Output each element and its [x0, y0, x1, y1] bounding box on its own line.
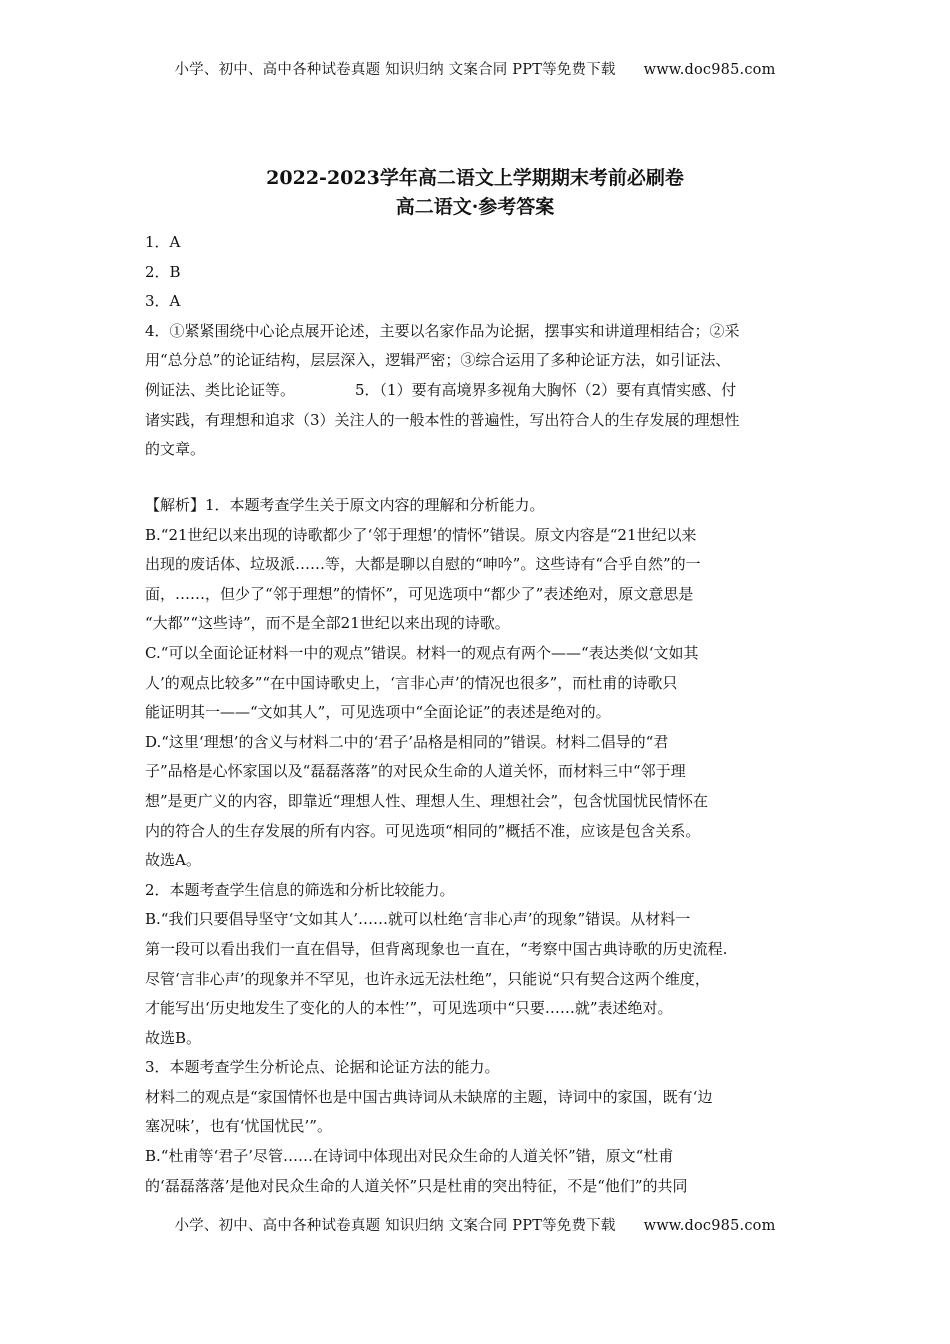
- footer-site-link[interactable]: www.doc985.com: [643, 1218, 776, 1234]
- answer-list: [145, 228, 811, 465]
- analysis-line: 人’的观点比较多”“在中国诗歌史上，‘言非心声’的情况也很多”，而杜甫的诗歌只: [145, 673, 678, 692]
- footer-text: 小学、初中、高中各种试卷真题 知识归纳 文案合同 PPT等免费下载: [174, 1218, 616, 1234]
- analysis-line: D.“这里‘理想’的含义与材料二中的‘君子’品格是相同的”错误。材料二倡导的“君: [145, 732, 669, 751]
- analysis-line: 故选A。: [145, 851, 201, 870]
- answer-5-line: 的文章。: [145, 440, 206, 459]
- analysis-line: 能证明其一——“文如其人”，可见选项中“全面论证”的表述是绝对的。: [145, 703, 611, 722]
- analysis-section: [145, 491, 811, 1201]
- analysis-line: B.“我们只要倡导坚守‘文如其人’……就可以杜绝‘言非心声’的现象”错误。从材料一: [145, 910, 691, 929]
- analysis-line: B.“杜甫等‘君子’尽管……在诗词中体现出对民众生命的人道关怀”错，原文“杜甫: [145, 1147, 674, 1166]
- answer-4-line: 4．①紧紧围绕中心论点展开论述，主要以名家作品为论据，摆事实和讲道理相结合；②采: [145, 321, 740, 340]
- analysis-line: C.“可以全面论证材料一中的观点”错误。材料一的观点有两个——“表达类似‘文如其: [145, 643, 699, 662]
- answer-2: 2．B: [145, 262, 181, 281]
- answer-5-head: 5．（1）要有高境界多视角大胸怀（2）要有真情实感、付: [355, 380, 737, 399]
- analysis-line: 才能写出‘历史地发生了变化的人的本性’”，可见选项中“只要……就”表述绝对。: [145, 999, 673, 1018]
- answer-4-line: 用“总分总”的论证结构，层层深入，逻辑严密；③综合运用了多种论证方法，如引证法、: [145, 351, 731, 370]
- analysis-line: 材料二的观点是“家国情怀也是中国古典诗词从未缺席的主题，诗词中的家国，既有‘边: [145, 1087, 713, 1106]
- answer-5-line: 诸实践，有理想和追求（3）关注人的一般本性的普遍性，写出符合人的生存发展的理想性: [145, 410, 740, 429]
- answer-1: 1．A: [145, 233, 181, 251]
- analysis-line: 【解析】1．本题考查学生关于原文内容的理解和分析能力。: [145, 496, 545, 514]
- analysis-line: 出现的废话体、垃圾派……等，大都是聊以自慰的“呻吟”。这些诗有“合乎自然”的一: [145, 555, 701, 574]
- answer-3: 3．A: [145, 292, 181, 311]
- analysis-line: 子”品格是心怀家国以及“磊磊落落”的对民众生命的人道关怀，而材料三中“邻于理: [145, 762, 686, 781]
- answer-4-5-line: [145, 376, 811, 406]
- analysis-line: 2．本题考查学生信息的筛选和分析比较能力。: [145, 880, 455, 899]
- answer-4-tail: 例证法、类比论证等。: [145, 380, 296, 399]
- analysis-line: 故选B。: [145, 1028, 202, 1047]
- page-footer: [0, 1214, 950, 1235]
- page-header: [0, 58, 950, 79]
- header-site-link[interactable]: www.doc985.com: [643, 62, 776, 78]
- document-title: 2022-2023学年高二语文上学期期末考前必刷卷: [266, 167, 684, 189]
- analysis-line: B.“21世纪以来出现的诗歌都少了‘邻于理想’的情怀”错误。原文内容是“21世纪以来: [145, 525, 697, 544]
- analysis-line: 3．本题考查学生分析论点、论据和论证方法的能力。: [145, 1058, 500, 1077]
- analysis-line: 塞况味’，也有‘忧国忧民’”。: [145, 1117, 332, 1136]
- analysis-line: “大都”“这些诗”，而不是全部21世纪以来出现的诗歌。: [145, 614, 510, 633]
- analysis-line: 面，……，但少了“邻于理想”的情怀”，可见选项中“都少了”表述绝对，原文意思是: [145, 584, 694, 603]
- analysis-line: 的‘磊磊落落’是他对民众生命的人道关怀”只是杜甫的突出特征，不是“他们”的共同: [145, 1176, 688, 1195]
- analysis-line: 内的符合人的生存发展的所有内容。可见选项“相同的”概括不准，应该是包含关系。: [145, 821, 701, 840]
- header-text: 小学、初中、高中各种试卷真题 知识归纳 文案合同 PPT等免费下载: [174, 62, 616, 78]
- analysis-line: 想”是更广义的内容，即靠近“理想人性、理想人生、理想社会”，包含忧国忧民情怀在: [145, 791, 709, 810]
- analysis-line: 尽管‘言非心声’的现象并不罕见，也许永远无法杜绝”，只能说“只有契合这两个维度，: [145, 969, 710, 988]
- document-subtitle: 高二语文·参考答案: [395, 196, 555, 218]
- analysis-line: 第一段可以看出我们一直在倡导，但背离现象也一直在，“考察中国古典诗歌的历史流程.: [145, 939, 728, 958]
